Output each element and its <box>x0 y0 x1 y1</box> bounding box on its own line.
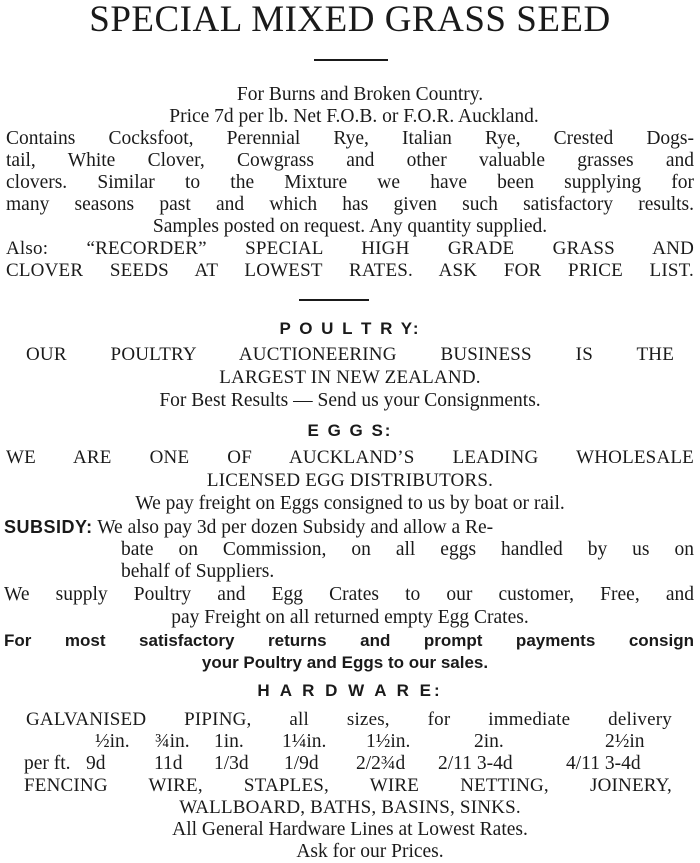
subsidy-paragraph <box>4 516 694 539</box>
seed-title: SPECIAL MIXED GRASS SEED <box>89 0 611 40</box>
pipe-price: 1/9d <box>284 753 319 774</box>
pipe-price: 2/11 3-4d <box>438 753 513 774</box>
seed-line-2: Price 7d per lb. Net F.O.B. or F.O.R. Auckland. <box>169 106 539 127</box>
prices-label: per ft. <box>24 753 71 774</box>
pipe-price: 1/3d <box>214 753 249 774</box>
bold-line-2: your Poultry and Eggs to our sales. <box>201 653 489 672</box>
pipe-size: 1in. <box>214 731 244 752</box>
eggs-line-1: WE ARE ONE OF AUCKLAND’S LEADING WHOLESALE <box>6 447 694 468</box>
poultry-line-3: For Best Results — Send us your Consignments. <box>159 390 541 411</box>
subsidy-label: SUBSIDY: <box>4 517 93 537</box>
pipe-price: 4/11 3-4d <box>566 753 641 774</box>
seed-line-8: Also: “RECORDER” SPECIAL HIGH GRADE GRASS AND <box>6 238 694 259</box>
hardware-line-2: WALLBOARD, BATHS, BASINS, SINKS. <box>179 797 521 818</box>
pipe-size: ½in. <box>95 731 130 752</box>
pipe-size: ¾in. <box>155 731 190 752</box>
seed-line-7: Samples posted on request. Any quantity supplied. <box>152 216 548 237</box>
seed-line-5: clovers. Similar to the Mixture we have been supplying for <box>6 172 694 193</box>
subsidy-line-1: We also pay 3d per dozen Subsidy and allow a Re- <box>97 517 494 538</box>
pipe-size: 2½in <box>605 731 645 752</box>
eggs-heading: E G G S: <box>307 421 393 440</box>
subsidy-line-2: bate on Commission, on all eggs handled by us on <box>121 539 694 560</box>
seed-line-6: many seasons past and which has given such satisfactory results. <box>6 194 694 215</box>
hardware-line-3: All General Hardware Lines at Lowest Rates. <box>172 819 528 840</box>
poultry-line-2: LARGEST IN NEW ZEALAND. <box>219 367 481 388</box>
hardware-line-4: Ask for our Prices. <box>296 841 444 862</box>
crates-line-1: We supply Poultry and Egg Crates to our customer, Free, and <box>4 584 694 605</box>
pipe-size: 2in. <box>474 731 504 752</box>
divider-rule <box>314 59 388 61</box>
pipe-size: 1¼in. <box>282 731 327 752</box>
eggs-line-3: We pay freight on Eggs consigned to us by boat or rail. <box>135 493 565 514</box>
subsidy-line-3: behalf of Suppliers. <box>121 561 275 582</box>
pipe-price: 9d <box>86 753 106 774</box>
seed-line-4: tail, White Clover, Cowgrass and other valuable grasses and <box>6 150 694 171</box>
crates-line-2: pay Freight on all returned empty Egg Crates. <box>171 607 529 628</box>
hardware-heading: H A R D W A R E: <box>257 681 443 700</box>
piping-line: GALVANISED PIPING, all sizes, for immediate delivery <box>26 709 672 730</box>
poultry-line-1: OUR POULTRY AUCTIONEERING BUSINESS IS THE <box>26 344 674 365</box>
pipe-price: 11d <box>154 753 183 774</box>
seed-line-1: For Burns and Broken Country. <box>236 84 484 105</box>
hardware-line-1: FENCING WIRE, STAPLES, WIRE NETTING, JOINERY, <box>24 775 672 796</box>
pipe-prices-row <box>0 753 700 775</box>
divider-rule <box>299 299 369 301</box>
pipe-price: 2/2¾d <box>356 753 406 774</box>
pipe-size: 1½in. <box>366 731 411 752</box>
bold-line-1: For most satisfactory returns and prompt payments consign <box>4 631 694 650</box>
pipe-sizes-row <box>0 731 700 753</box>
poultry-heading: P O U L T R Y: <box>279 319 421 338</box>
seed-line-3: Contains Cocksfoot, Perennial Rye, Italian Rye, Crested Dogs- <box>6 128 694 149</box>
eggs-line-2: LICENSED EGG DISTRIBUTORS. <box>206 470 494 491</box>
seed-line-9: CLOVER SEEDS AT LOWEST RATES. ASK FOR PRICE LIST. <box>6 260 694 281</box>
